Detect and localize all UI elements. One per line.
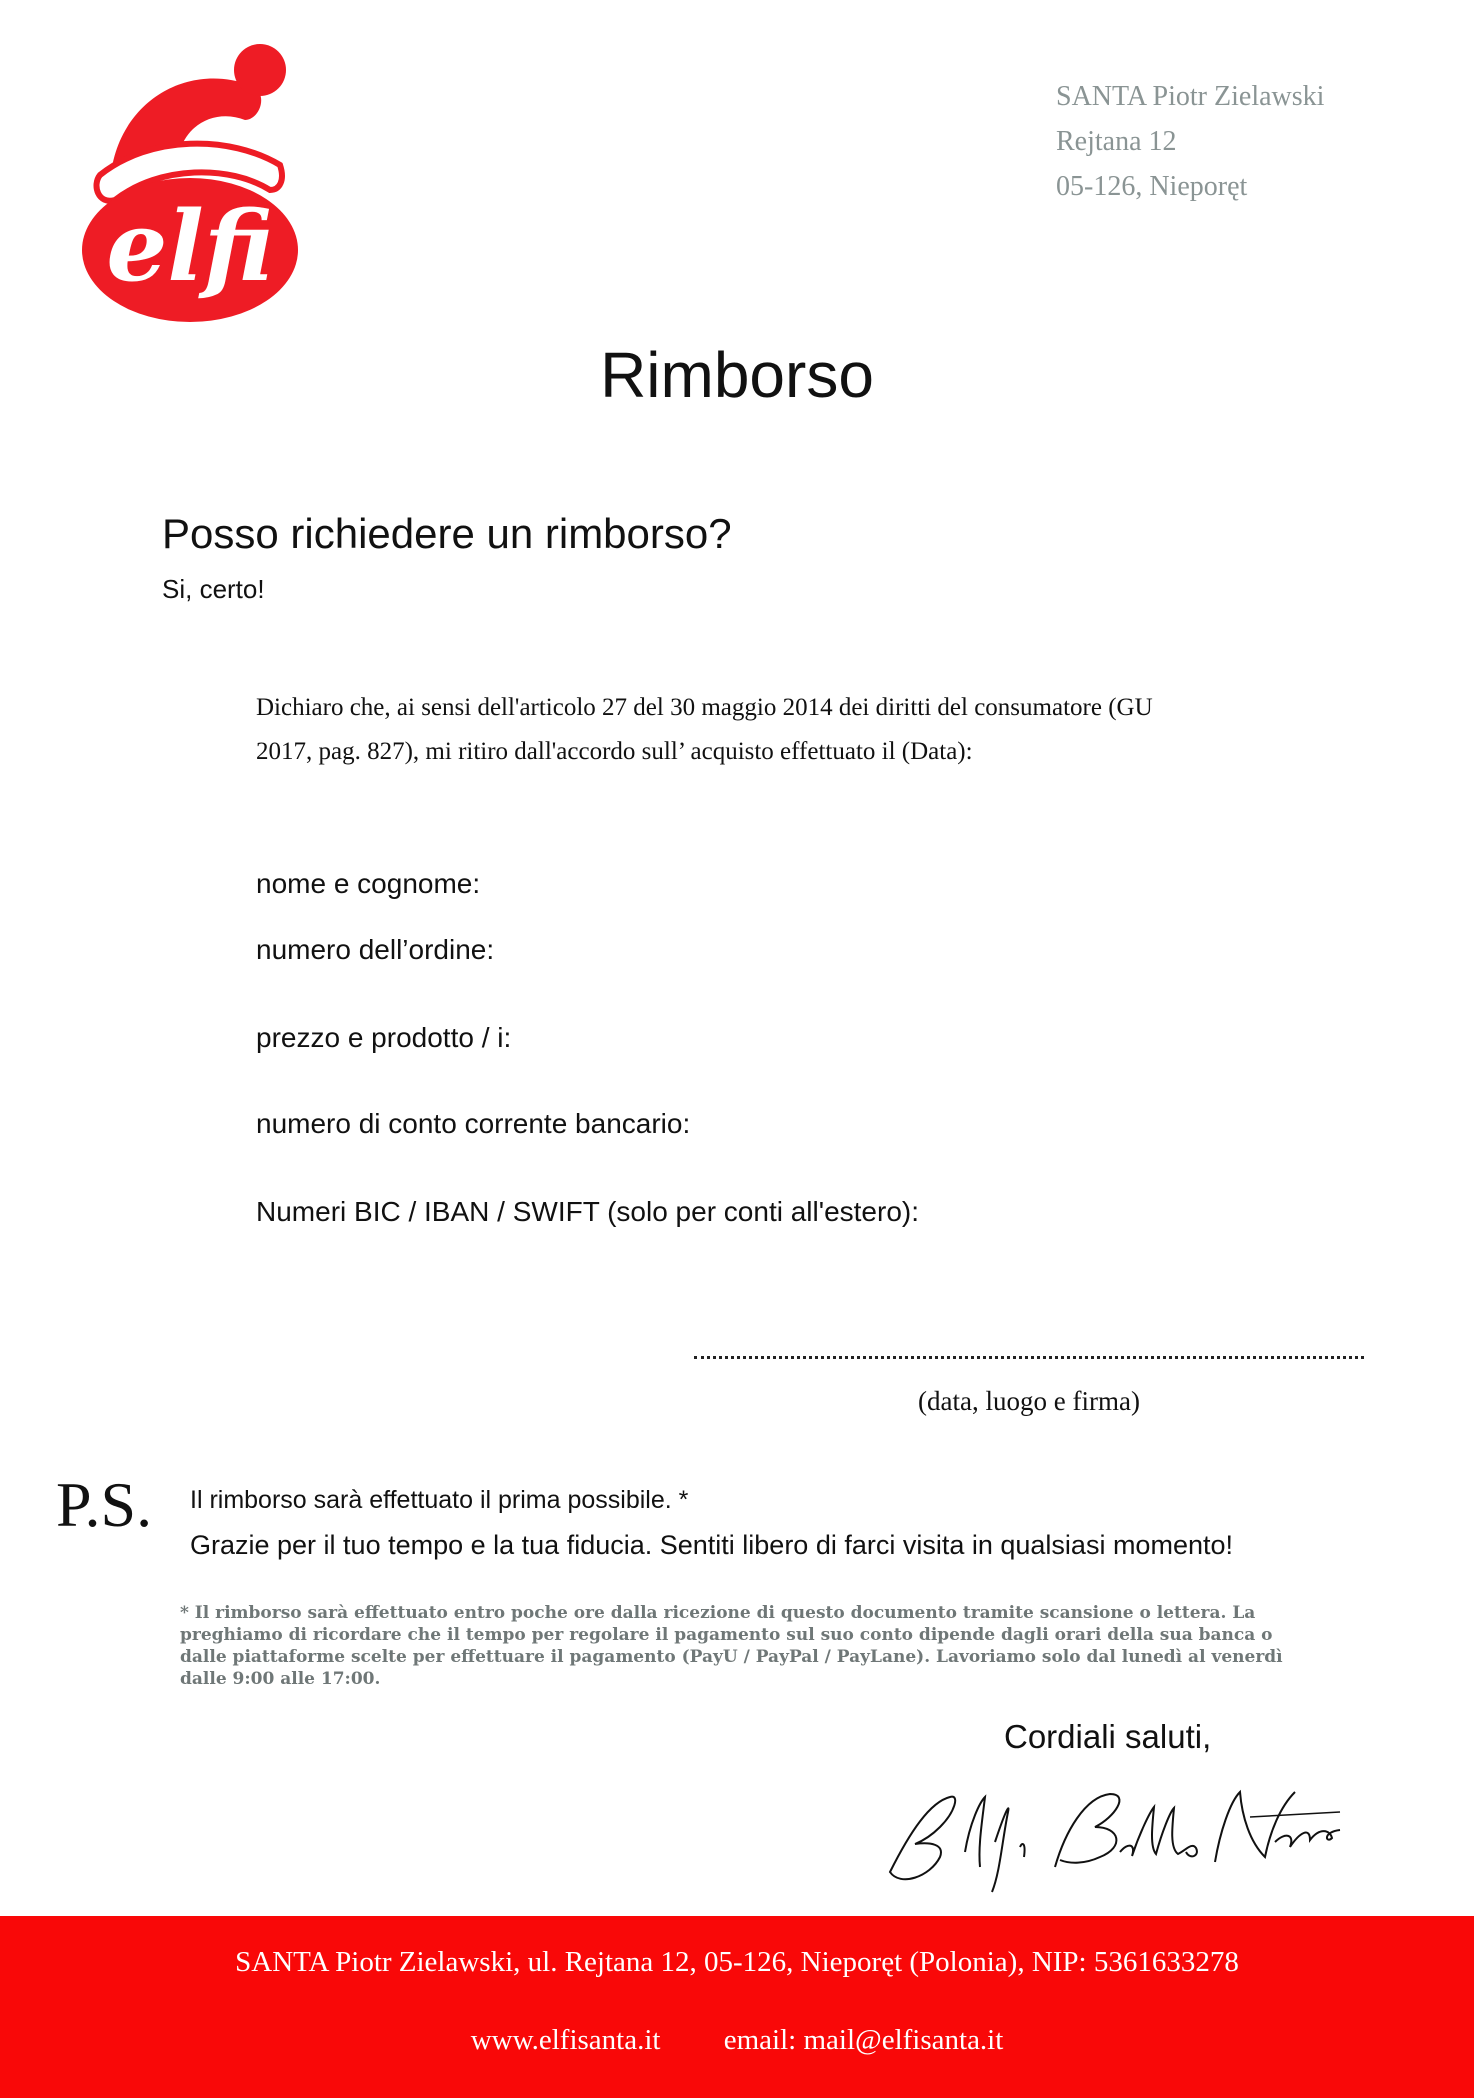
- field-bic-label: Numeri BIC / IBAN / SWIFT (solo per conti all'estero):: [256, 1196, 920, 1227]
- page-title: Rimborso: [600, 339, 874, 411]
- footer-email-link[interactable]: email: mail@elfisanta.it: [723, 2024, 1004, 2056]
- footer-contact-line: [0, 2024, 1474, 2057]
- footer-website-link[interactable]: www.elfisanta.it: [470, 2024, 661, 2056]
- closing-text: Cordiali saluti,: [1004, 1718, 1212, 1755]
- ps-label: P.S.: [56, 1469, 153, 1540]
- company-street: Rejtana 12: [1056, 126, 1177, 157]
- footer-company-line: SANTA Piotr Zielawski, ul. Rejtana 12, 05-126, Nieporęt (Polonia), NIP: 5361633278: [235, 1946, 1239, 1978]
- ps-line-1: Il rimborso sarà effettuato il prima possibile. *: [190, 1486, 689, 1514]
- company-address: [1056, 74, 1324, 209]
- elfi-logo: [70, 40, 310, 340]
- footer-bar: [0, 1916, 1474, 2098]
- svg-text:elfi: elfi: [106, 190, 274, 303]
- company-name: SANTA Piotr Zielawski: [1056, 81, 1325, 112]
- field-order-label: numero dell’ordine:: [256, 934, 495, 965]
- handwritten-signature: [870, 1772, 1350, 1902]
- question-heading: Posso richiedere un rimborso?: [162, 510, 732, 557]
- santa-hat-logo-icon: [70, 40, 310, 340]
- question-answer: Si, certo!: [162, 574, 265, 604]
- field-name-label: nome e cognome:: [256, 868, 481, 899]
- signature-caption: (data, luogo e firma): [918, 1386, 1140, 1416]
- declaration-text: Dichiaro che, ai sensi dell'articolo 27 del 30 maggio 2014 dei diritti del consumatore (GU 2017, pag. 827), mi ritiro dall'accordo sull’ acquisto effettuato il (Data):: [256, 694, 1153, 765]
- signature-icon: [870, 1772, 1350, 1902]
- footnote: * Il rimborso sarà effettuato entro poche ore dalla ricezione di questo documento tramite scansione o lettera. La preghiamo di ricordare che il tempo per regolare il pagamento sul suo conto dipende dagli orari della sua banca o dalle piattaforme scelte per effettuare il pagamento (PayU / PayPal / PayLane). Lavoriamo solo dal lunedì al venerdì dalle 9:00 alle 17:00.: [180, 1603, 1283, 1689]
- field-account-label: numero di conto corrente bancario:: [256, 1108, 691, 1139]
- signature-dotted-line: [694, 1356, 1364, 1359]
- field-price-label: prezzo e prodotto / i:: [256, 1022, 512, 1053]
- ps-line-2: Grazie per il tuo tempo e la tua fiducia. Sentiti libero di farci visita in qualsiasi momento!: [190, 1530, 1233, 1560]
- company-city: 05-126, Nieporęt: [1056, 171, 1248, 202]
